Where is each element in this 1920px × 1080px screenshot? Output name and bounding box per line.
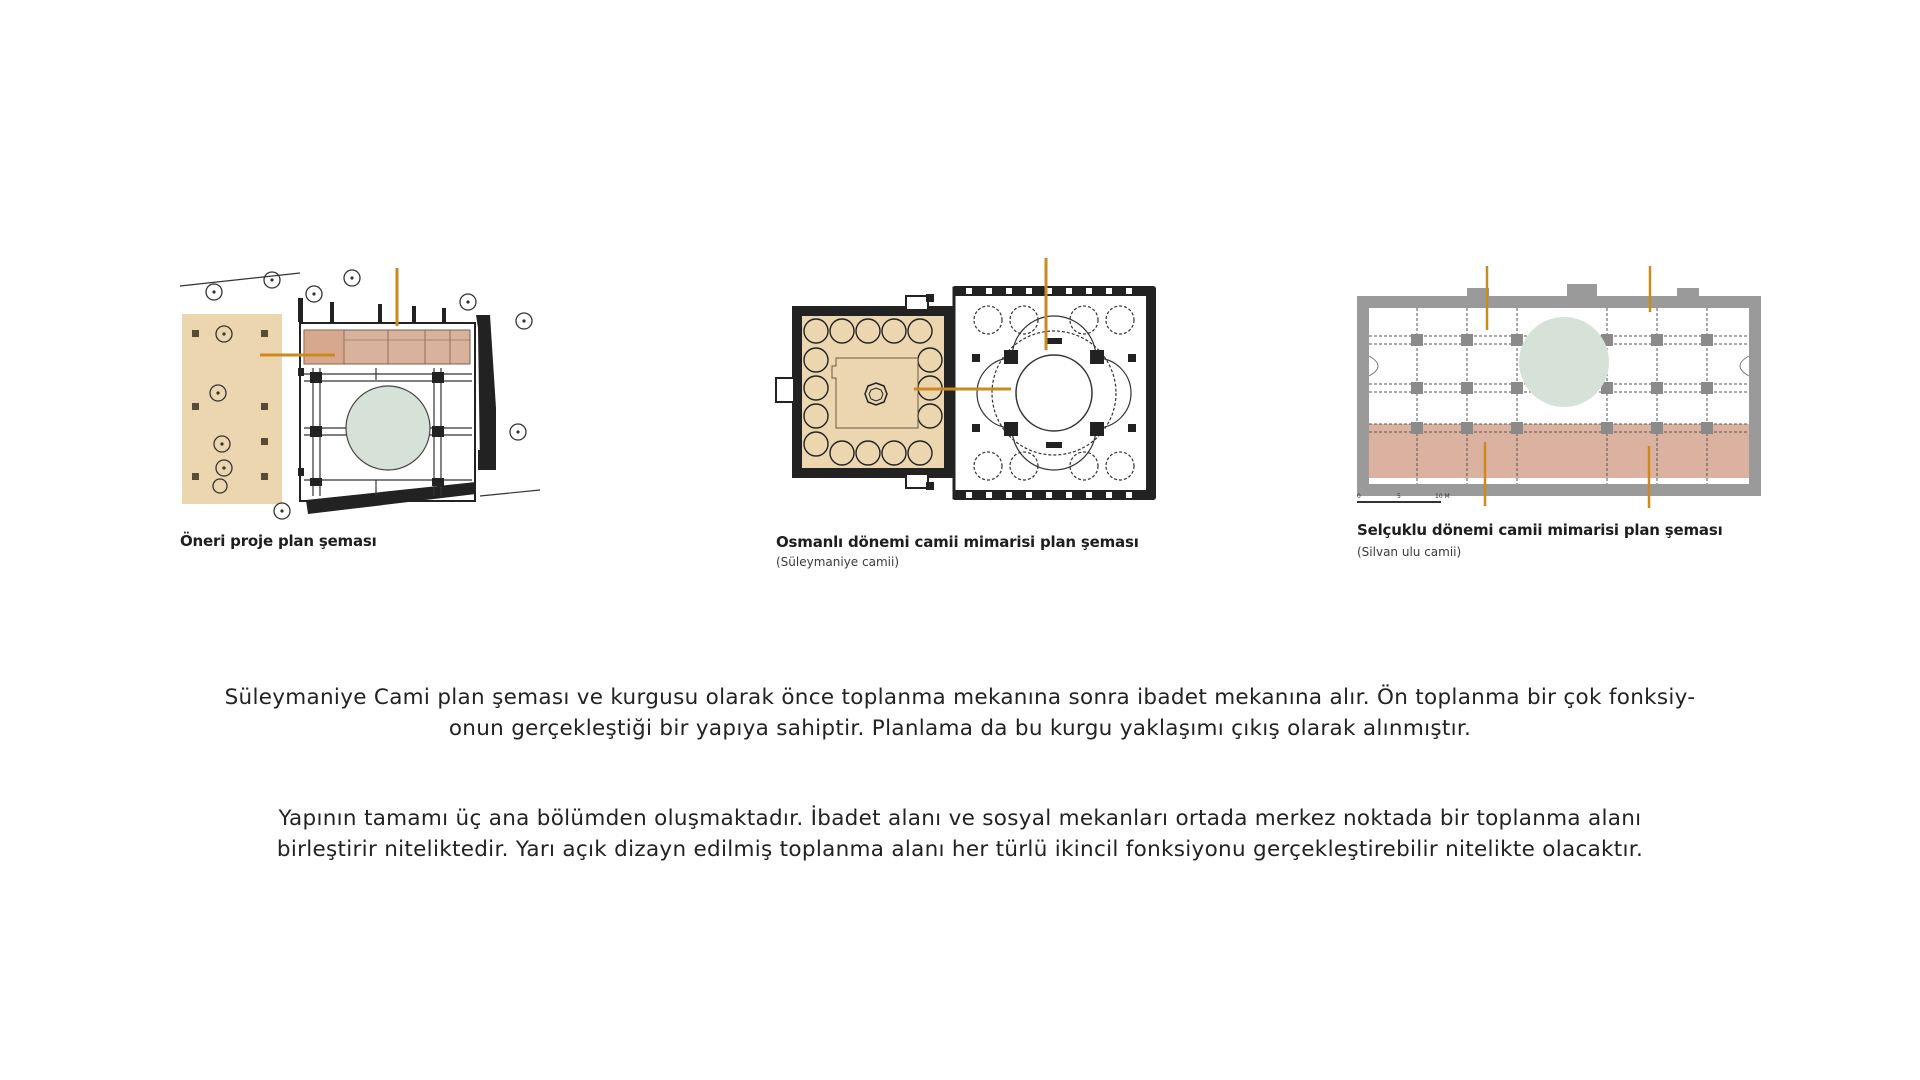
ottoman-plan-subcaption: (Süleymaniye camii) <box>776 555 899 569</box>
proposal-plan-caption: Öneri proje plan şeması <box>180 532 377 550</box>
seljuk-plan-diagram <box>1357 266 1765 516</box>
svg-text:10 M: 10 M <box>1435 493 1450 500</box>
seljuk-plan-caption: Selçuklu dönemi camii mimarisi plan şeması <box>1357 521 1723 539</box>
paragraph-2-line-2: birleştirir niteliktedir. Yarı açık dizayn edilmiş toplanma alanı her türlü ikincil fonksiyonu gerçekleştirebilir nitelikte olacaktır. <box>276 837 1644 862</box>
seljuk-plan-subcaption: (Silvan ulu camii) <box>1357 545 1462 559</box>
paragraph-2-line-1: Yapının tamamı üç ana bölümden oluşmaktadır. İbadet alanı ve sosyal mekanları ortada merkez noktada bir toplanma alanı <box>278 806 1642 831</box>
svg-text:5: 5 <box>1397 493 1401 500</box>
paragraph-1-line-2: onun gerçekleştiği bir yapıya sahiptir. Planlama da bu kurgu yaklaşımı çıkış olarak alınmıştır. <box>448 716 1472 741</box>
ottoman-plan-diagram <box>776 258 1166 518</box>
proposal-plan-diagram <box>180 268 540 528</box>
svg-text:0: 0 <box>1357 493 1361 500</box>
ottoman-plan-caption: Osmanlı dönemi camii mimarisi plan şeması <box>776 533 1139 551</box>
paragraph-1-line-1: Süleymaniye Cami plan şeması ve kurgusu olarak önce toplanma mekanına sonra ibadet mekanına alır. Ön toplanma bir çok fonksiy- <box>224 685 1696 710</box>
